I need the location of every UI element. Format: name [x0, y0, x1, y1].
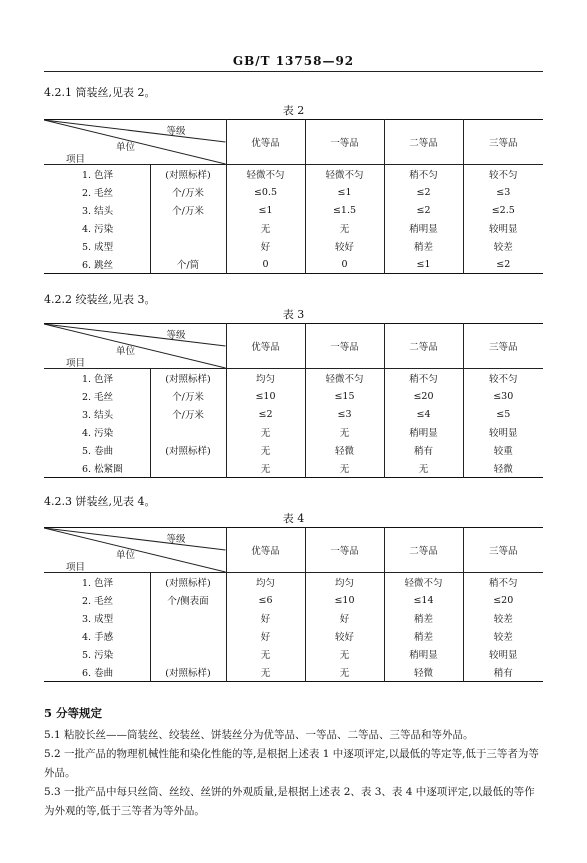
grade-value-cell: 好	[226, 627, 305, 645]
grade-value-cell: 较重	[463, 441, 543, 459]
grade-value-cell: 无	[226, 219, 305, 237]
grade-value-cell: ≤5	[463, 405, 543, 423]
header-grade-label: 等级	[166, 126, 186, 137]
grade-column-header: 三等品	[463, 120, 543, 165]
grade-value-cell: 无	[226, 441, 305, 459]
grade-value-cell: ≤30	[463, 387, 543, 405]
header-diagonal-cell	[44, 528, 226, 573]
header-item-label: 项目	[66, 358, 86, 369]
unit-cell: (对照标样)	[150, 165, 226, 184]
grade-value-cell: ≤1	[305, 183, 384, 201]
item-name-cell: 2. 毛丝	[82, 188, 114, 199]
grade-value-cell: 无	[226, 645, 305, 663]
item-name-cell: 2. 毛丝	[82, 392, 114, 403]
grade-column-header: 二等品	[384, 120, 463, 165]
grade-value-cell: 无	[226, 459, 305, 478]
item-name-cell: 5. 卷曲	[82, 446, 114, 457]
grade-value-cell: ≤2	[226, 405, 305, 423]
unit-cell	[150, 609, 226, 627]
table-row	[44, 405, 543, 423]
table-4-caption: 表 4	[282, 512, 305, 525]
grade-value-cell: 较好	[305, 627, 384, 645]
table-row	[44, 591, 543, 609]
grade-column-header: 二等品	[384, 324, 463, 369]
grade-value-cell: 无	[305, 219, 384, 237]
table-3-caption: 表 3	[282, 308, 305, 321]
grade-value-cell: 较明显	[463, 423, 543, 441]
item-name-cell: 6. 卷曲	[82, 668, 114, 679]
table-row	[44, 459, 543, 478]
header-diagonal-cell	[44, 324, 226, 369]
unit-cell	[150, 423, 226, 441]
grade-value-cell: 较好	[305, 237, 384, 255]
unit-cell: 个/万米	[150, 183, 226, 201]
grade-value-cell: 轻微	[384, 663, 463, 682]
grade-value-cell: 较明显	[463, 219, 543, 237]
grade-value-cell: 无	[305, 663, 384, 682]
table-row	[44, 237, 543, 255]
grade-value-cell: 好	[305, 609, 384, 627]
table-row	[44, 609, 543, 627]
grade-value-cell: ≤4	[384, 405, 463, 423]
unit-cell: (对照标样)	[150, 441, 226, 459]
grade-value-cell: 好	[226, 237, 305, 255]
grade-value-cell: 无	[226, 663, 305, 682]
grade-value-cell: ≤2	[384, 183, 463, 201]
table-row	[44, 645, 543, 663]
section-4-2-3-title: 4.2.3 饼装丝,见表 4。	[44, 495, 156, 508]
header-item-label: 项目	[66, 562, 86, 573]
grade-value-cell: 轻微不匀	[305, 369, 384, 388]
grade-value-cell: 轻微	[305, 441, 384, 459]
grade-value-cell: 稍差	[384, 627, 463, 645]
grade-value-cell: ≤1	[384, 255, 463, 274]
table-4	[44, 527, 543, 682]
grade-value-cell: ≤0.5	[226, 183, 305, 201]
grade-value-cell: 稍不匀	[384, 165, 463, 184]
grade-value-cell: 无	[384, 459, 463, 478]
grade-value-cell: 轻微不匀	[226, 165, 305, 184]
header-unit-label: 单位	[116, 550, 136, 561]
table-row	[44, 573, 543, 592]
grade-column-header: 二等品	[384, 528, 463, 573]
header-rule	[44, 71, 543, 72]
table-row	[44, 255, 543, 274]
item-name-cell: 1. 色泽	[82, 374, 114, 385]
item-name-cell: 3. 结头	[82, 206, 114, 217]
grade-column-header: 优等品	[226, 528, 305, 573]
item-name-cell: 5. 成型	[82, 242, 114, 253]
item-name-cell: 4. 污染	[82, 224, 114, 235]
unit-cell: 个/万米	[150, 405, 226, 423]
item-name-cell: 5. 污染	[82, 650, 114, 661]
grade-value-cell: 稍有	[384, 441, 463, 459]
header-item-label: 项目	[66, 154, 86, 165]
item-name-cell: 1. 色泽	[82, 170, 114, 181]
header-unit-label: 单位	[116, 346, 136, 357]
grade-value-cell: 较差	[463, 627, 543, 645]
unit-cell: (对照标样)	[150, 663, 226, 682]
paragraph-5-2: 5.2 一批产品的物理机械性能和染化性能的等,是根据上述表 1 中逐项评定,以最低的等定等,低于三等者为等外品。	[44, 748, 539, 779]
table-row	[44, 183, 543, 201]
table-2	[44, 119, 543, 274]
table-row	[44, 165, 543, 184]
grade-value-cell: ≤6	[226, 591, 305, 609]
item-name-cell: 6. 跳丝	[82, 260, 114, 271]
grade-value-cell: 0	[305, 255, 384, 274]
grade-value-cell: ≤2	[463, 255, 543, 274]
grade-value-cell: 稍明显	[384, 423, 463, 441]
item-name-cell: 4. 污染	[82, 428, 114, 439]
section-4-2-1-title: 4.2.1 筒装丝,见表 2。	[44, 86, 156, 99]
grade-value-cell: 稍差	[384, 237, 463, 255]
grade-value-cell: 轻微	[463, 459, 543, 478]
header-unit-label: 单位	[116, 142, 136, 153]
grade-value-cell: 无	[305, 459, 384, 478]
paragraph-5-3: 5.3 一批产品中每只丝筒、丝绞、丝饼的外观质量,是根据上述表 2、表 3、表 4 中逐项评定,以最低的等作为外观的等,低于三等者为等外品。	[44, 786, 535, 817]
grade-column-header: 优等品	[226, 324, 305, 369]
grade-value-cell: 无	[305, 423, 384, 441]
table-row	[44, 423, 543, 441]
header-grade-label: 等级	[166, 330, 186, 341]
grade-value-cell: ≤14	[384, 591, 463, 609]
item-name-cell: 3. 成型	[82, 614, 114, 625]
section-5-heading: 5 分等规定	[44, 706, 103, 720]
unit-cell	[150, 219, 226, 237]
grade-value-cell: ≤2.5	[463, 201, 543, 219]
table-row	[44, 387, 543, 405]
grade-value-cell: ≤10	[226, 387, 305, 405]
grade-value-cell: ≤15	[305, 387, 384, 405]
grade-value-cell: ≤20	[463, 591, 543, 609]
unit-cell	[150, 627, 226, 645]
grade-value-cell: 轻微不匀	[305, 165, 384, 184]
item-name-cell: 3. 结头	[82, 410, 114, 421]
grade-value-cell: ≤3	[305, 405, 384, 423]
grade-value-cell: ≤10	[305, 591, 384, 609]
unit-cell	[150, 459, 226, 478]
unit-cell: 个/万米	[150, 201, 226, 219]
unit-cell: 个/侧表面	[150, 591, 226, 609]
table-3	[44, 323, 543, 478]
grade-value-cell: 稍不匀	[463, 573, 543, 592]
grade-value-cell: 稍不匀	[384, 369, 463, 388]
grade-value-cell: 稍有	[463, 663, 543, 682]
grade-value-cell: ≤1.5	[305, 201, 384, 219]
grade-value-cell: 无	[305, 645, 384, 663]
grade-value-cell: 0	[226, 255, 305, 274]
grade-value-cell: 较明显	[463, 645, 543, 663]
grade-column-header: 一等品	[305, 324, 384, 369]
table-row	[44, 369, 543, 388]
unit-cell: (对照标样)	[150, 369, 226, 388]
unit-cell: 个/万米	[150, 387, 226, 405]
grade-value-cell: ≤1	[226, 201, 305, 219]
paragraph-5-1: 5.1 粘胶长丝——筒装丝、绞装丝、饼装丝分为优等品、一等品、二等品、三等品和等外品。	[44, 729, 474, 741]
grade-value-cell: 稍明显	[384, 219, 463, 237]
header-grade-label: 等级	[166, 534, 186, 545]
grade-value-cell: 好	[226, 609, 305, 627]
table-row	[44, 441, 543, 459]
standard-code: GB/T 13758—92	[232, 54, 355, 68]
table-row	[44, 201, 543, 219]
grade-value-cell: 均匀	[226, 573, 305, 592]
header-diagonal-cell	[44, 120, 226, 165]
section-4-2-2-title: 4.2.2 绞装丝,见表 3。	[44, 293, 156, 306]
grade-value-cell: 稍明显	[384, 645, 463, 663]
table-2-caption: 表 2	[282, 104, 305, 117]
grade-value-cell: 轻微不匀	[384, 573, 463, 592]
unit-cell	[150, 645, 226, 663]
grade-column-header: 一等品	[305, 528, 384, 573]
item-name-cell: 6. 松紧圈	[82, 464, 123, 475]
grade-value-cell: ≤20	[384, 387, 463, 405]
item-name-cell: 1. 色泽	[82, 578, 114, 589]
grade-value-cell: 无	[226, 423, 305, 441]
grade-value-cell: 较不匀	[463, 369, 543, 388]
grade-value-cell: 均匀	[226, 369, 305, 388]
grade-column-header: 三等品	[463, 528, 543, 573]
unit-cell: 个/筒	[150, 255, 226, 274]
item-name-cell: 4. 手感	[82, 632, 114, 643]
grade-column-header: 一等品	[305, 120, 384, 165]
grade-value-cell: 稍差	[384, 609, 463, 627]
grade-value-cell: 较差	[463, 237, 543, 255]
unit-cell: (对照标样)	[150, 573, 226, 592]
table-row	[44, 627, 543, 645]
grade-value-cell: ≤2	[384, 201, 463, 219]
grade-value-cell: ≤3	[463, 183, 543, 201]
unit-cell	[150, 237, 226, 255]
table-row	[44, 219, 543, 237]
grade-value-cell: 较不匀	[463, 165, 543, 184]
table-row	[44, 663, 543, 682]
grade-value-cell: 均匀	[305, 573, 384, 592]
grade-column-header: 优等品	[226, 120, 305, 165]
grade-column-header: 三等品	[463, 324, 543, 369]
item-name-cell: 2. 毛丝	[82, 596, 114, 607]
grade-value-cell: 较差	[463, 609, 543, 627]
